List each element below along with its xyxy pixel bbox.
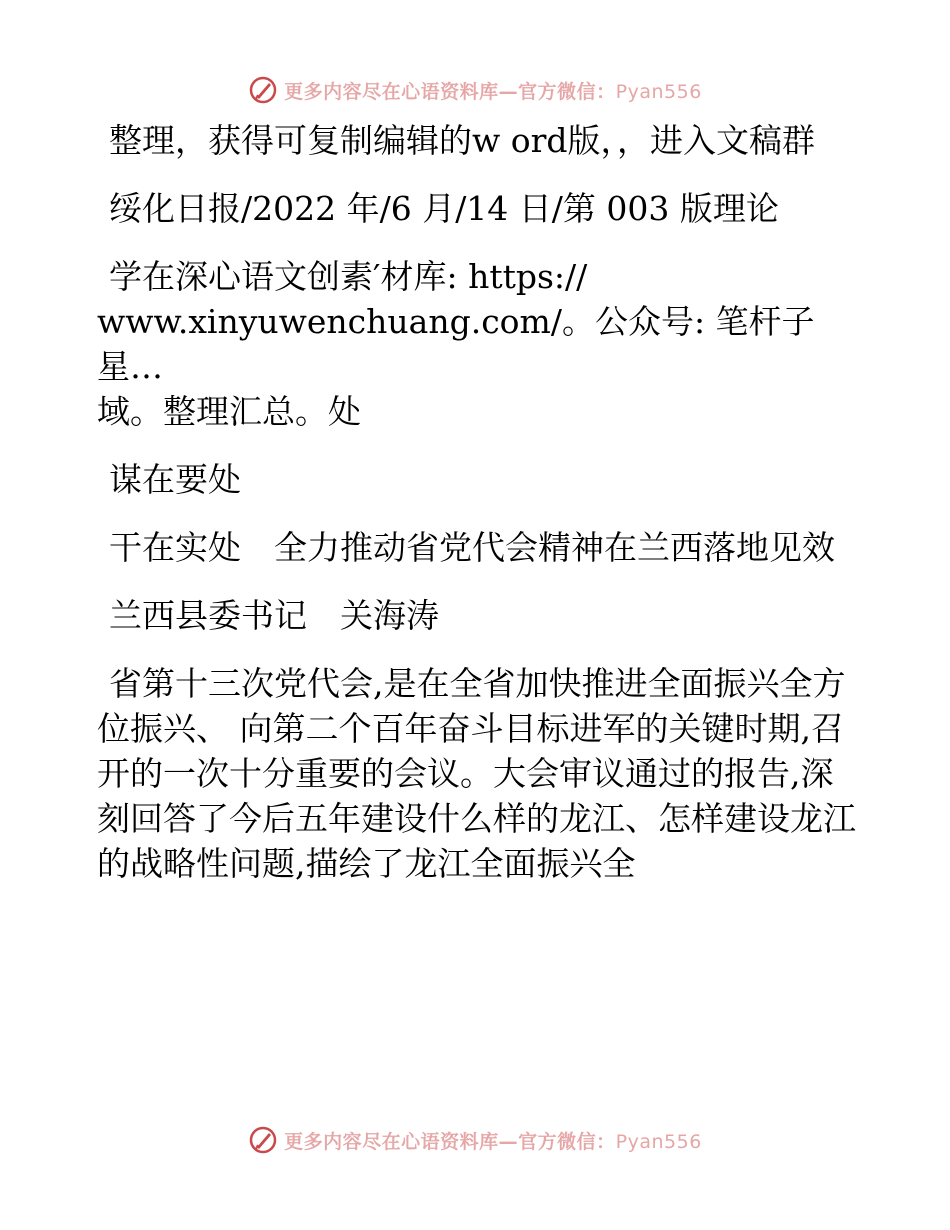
intro-line: 整理，获得可复制编辑的w ord版，，进入文稿群: [109, 121, 816, 160]
source-line: 绥化日报/2022 年/6 月/14 日/第 003 版理论: [109, 189, 779, 228]
body-paragraph: 省第十三次党代会,是在全省加快推进全面振兴全方位振兴、 向第二个百年奋斗目标进军的关键时期,召开的一次十分重要的会议。大会审议通过的报告,深刻回答了今后五年建设什么样的龙江、怎样建设龙江的战略性问题,描绘了龙江全面振兴全: [97, 664, 856, 883]
quill-logo-icon: [248, 1125, 278, 1155]
quill-logo-icon: [248, 75, 278, 105]
header-watermark: [0, 72, 950, 108]
article-title-part2: 干在实处 全力推动省党代会精神在兰西落地见效: [109, 528, 835, 567]
watermark-text: 更多内容尽在心语资料库—官方微信：Pyan556: [284, 80, 702, 103]
author-line: 兰西县委书记 关海涛: [109, 596, 439, 635]
watermark-text: 更多内容尽在心语资料库—官方微信：Pyan556: [284, 1130, 702, 1153]
website-line: www.xinyuwenchuang.com/。公众号: 笔杆子星…: [97, 302, 815, 386]
footer-watermark: [0, 1122, 950, 1158]
article-title-part1: 谋在要处: [109, 460, 241, 499]
library-line: 学在深心语文创素′材库: https://: [109, 257, 588, 296]
document-body: [97, 118, 857, 909]
summary-line: 域。整理汇总。处: [97, 392, 361, 431]
